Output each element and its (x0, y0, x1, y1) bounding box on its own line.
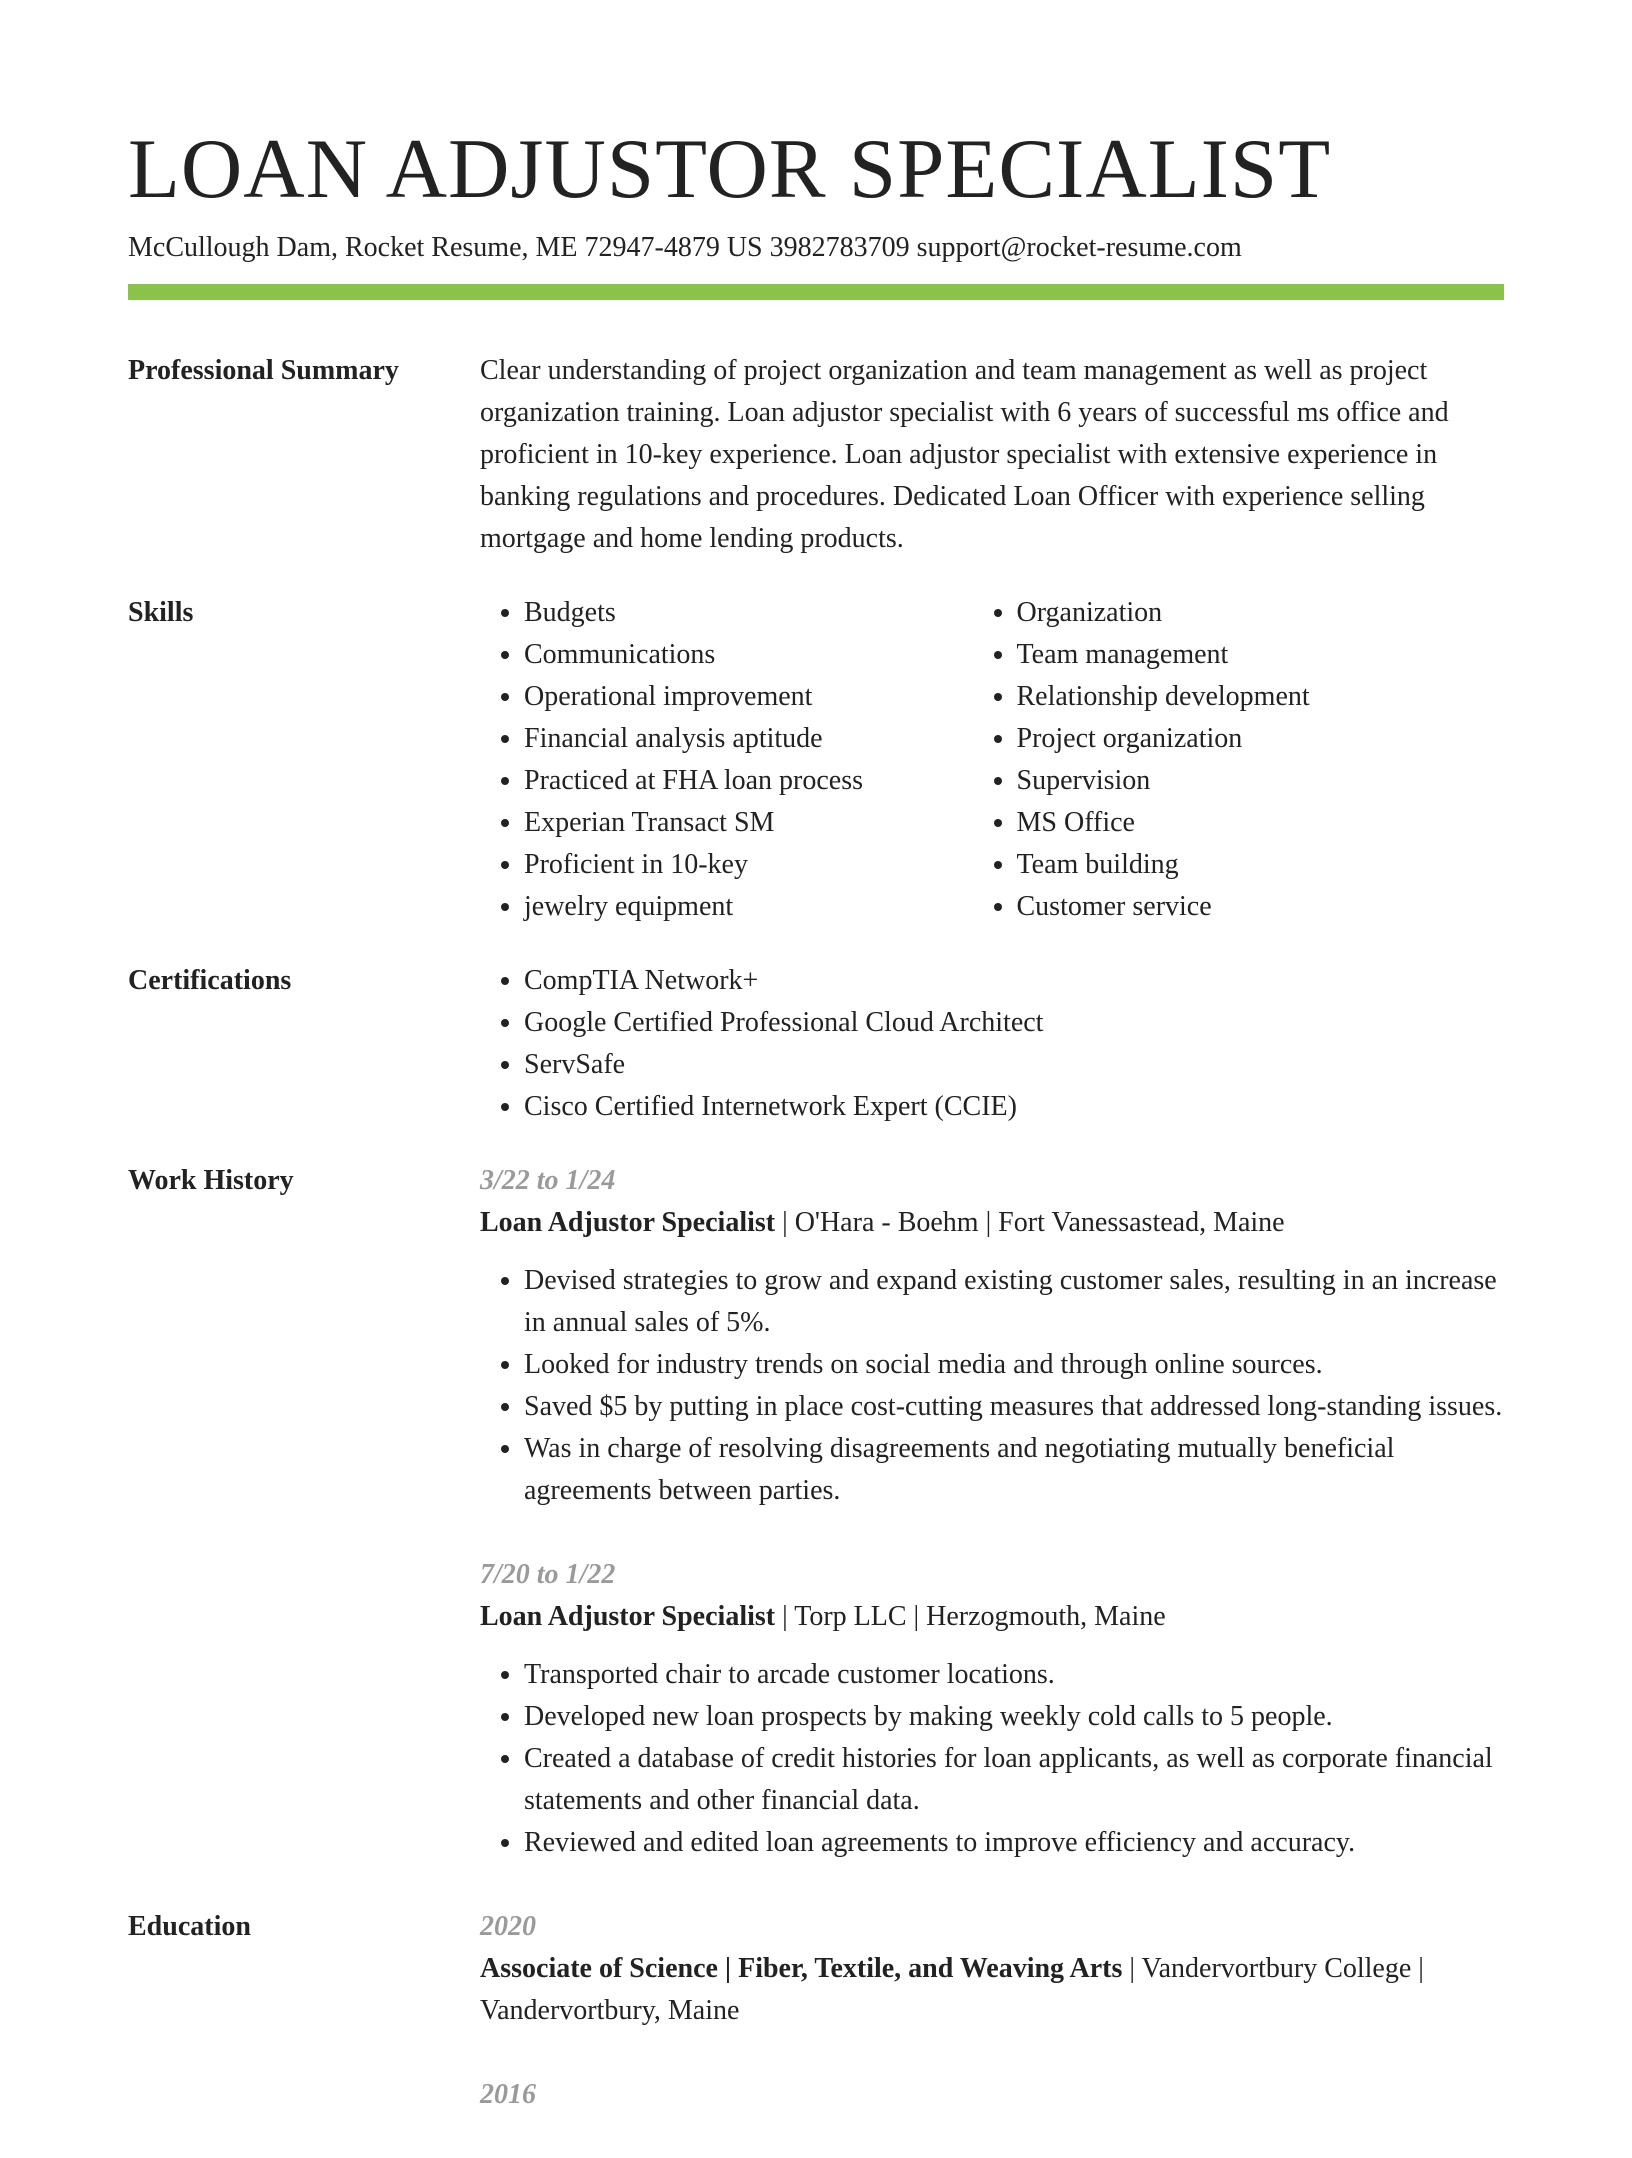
job-bullet: • Reviewed and edited loan agreements to improve efficiency and accuracy. (524, 1822, 1504, 1864)
contact-email: support@rocket-resume.com (916, 232, 1242, 263)
skill-item: • Organization (1017, 592, 1505, 634)
job-dates: 7/20 to 1/22 (480, 1559, 616, 1590)
skill-item: • Experian Transact SM (524, 802, 973, 844)
certification-item: • ServSafe (524, 1044, 1504, 1086)
skill-item: • Practiced at FHA loan process (524, 760, 973, 802)
job-bullets (480, 1260, 1504, 1512)
skill-item: • Budgets (524, 592, 973, 634)
job-bullet: • Developed new loan prospects by making weekly cold calls to 5 people. (524, 1696, 1504, 1738)
education-year: 2016 (480, 2079, 536, 2110)
job-employer-location: | O'Hara - Boehm | Fort Vanessastead, Maine (775, 1207, 1285, 1238)
education-section (128, 1906, 1504, 2158)
work-history-section (128, 1160, 1504, 1906)
contact-address: McCullough Dam, Rocket Resume, ME 72947-4879 US (128, 232, 763, 263)
work-history-heading: Work History (128, 1165, 294, 1196)
skill-item: • MS Office (1017, 802, 1505, 844)
education-heading: Education (128, 1911, 251, 1942)
contact-line (128, 230, 1504, 266)
skill-item: • Team management (1017, 634, 1505, 676)
job-entry (480, 1554, 1504, 1864)
summary-section (128, 350, 1504, 560)
job-bullet: • Was in charge of resolving disagreements and negotiating mutually beneficial agreements between parties. (524, 1428, 1504, 1512)
job-entry (480, 1160, 1504, 1512)
job-role: Loan Adjustor Specialist (480, 1601, 776, 1632)
certifications-heading: Certifications (128, 965, 292, 996)
skills-heading: Skills (128, 597, 194, 628)
resume-title: LOAN ADJUSTOR SPECIALIST (128, 122, 1332, 216)
skills-list-right (973, 592, 1505, 928)
certifications-body (480, 960, 1504, 1128)
skill-item: • Relationship development (1017, 676, 1505, 718)
job-employer-location: | Torp LLC | Herzogmouth, Maine (775, 1601, 1166, 1632)
summary-text: Clear understanding of project organization and team management as well as project organization training. Loan adjustor specialist with 6 years of successful ms office and proficient in 10-key experience. Loan adjustor specialist with extensive experience in banking regulations and procedures. Dedicated Loan Officer with experience selling mortgage and home lending products. (480, 355, 1449, 554)
education-degree-line (480, 1948, 1504, 2032)
skills-section (128, 592, 1504, 928)
certification-item: • Cisco Certified Internetwork Expert (CCIE) (524, 1086, 1504, 1128)
job-dates: 3/22 to 1/24 (480, 1165, 616, 1196)
skill-item: • Proficient in 10-key (524, 844, 973, 886)
education-degree: Associate of Science | Fiber, Textile, and Weaving Arts (480, 1953, 1123, 1984)
job-bullet: • Transported chair to arcade customer locations. (524, 1654, 1504, 1696)
skills-list-left (480, 592, 973, 928)
contact-phone: 3982783709 (769, 232, 910, 263)
summary-heading: Professional Summary (128, 355, 399, 386)
skill-item: • Project organization (1017, 718, 1505, 760)
education-entry (480, 1906, 1504, 2032)
job-bullet: • Created a database of credit histories for loan applicants, as well as corporate financial statements and other financial data. (524, 1738, 1504, 1822)
education-year: 2020 (480, 1911, 536, 1942)
job-title-line (480, 1202, 1504, 1244)
job-title-line (480, 1596, 1504, 1638)
job-bullet: • Saved $5 by putting in place cost-cutting measures that addressed long-standing issues. (524, 1386, 1504, 1428)
skill-item: • Supervision (1017, 760, 1505, 802)
certification-item: • CompTIA Network+ (524, 960, 1504, 1002)
skill-item: • Team building (1017, 844, 1505, 886)
work-history-body (480, 1160, 1504, 1906)
certifications-section (128, 960, 1504, 1128)
education-body (480, 1906, 1504, 2158)
education-entry (480, 2074, 1504, 2116)
job-bullets (480, 1654, 1504, 1864)
skill-item: • Customer service (1017, 886, 1505, 928)
skills-columns (480, 592, 1504, 928)
education-school-location: | Vandervortbury College | Vandervortbury, Maine (480, 1953, 1424, 2026)
job-role: Loan Adjustor Specialist (480, 1207, 776, 1238)
skill-item: • Financial analysis aptitude (524, 718, 973, 760)
job-bullet: • Devised strategies to grow and expand existing customer sales, resulting in an increase in annual sales of 5%. (524, 1260, 1504, 1344)
skill-item: • Operational improvement (524, 676, 973, 718)
accent-divider (128, 284, 1504, 300)
certification-item: • Google Certified Professional Cloud Architect (524, 1002, 1504, 1044)
skill-item: • Communications (524, 634, 973, 676)
certifications-list (480, 960, 1504, 1128)
job-bullet: • Looked for industry trends on social media and through online sources. (524, 1344, 1504, 1386)
resume-header (128, 0, 1504, 300)
summary-body (480, 350, 1504, 560)
skill-item: • jewelry equipment (524, 886, 973, 928)
